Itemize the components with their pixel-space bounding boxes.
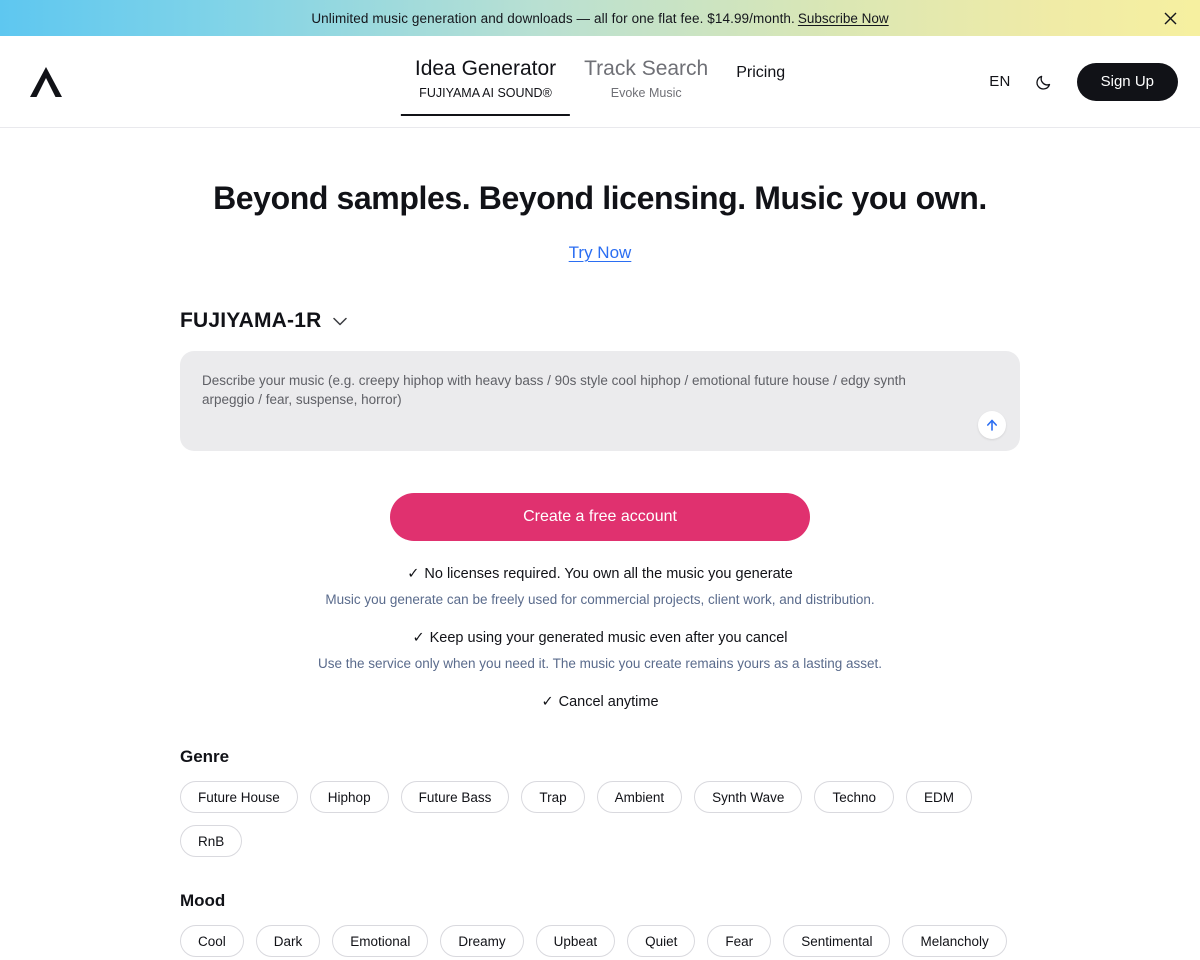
check-icon: ✓ (541, 694, 554, 710)
mood-tag-row (180, 925, 1020, 957)
mood-tag[interactable]: Melancholy (902, 925, 1006, 957)
benefit-item (180, 691, 1020, 713)
genre-tag[interactable]: Trap (521, 781, 584, 813)
genre-tag[interactable]: RnB (180, 825, 242, 857)
nav-title-track-search: Track Search (584, 57, 709, 80)
genre-tag[interactable]: Future House (180, 781, 298, 813)
prompt-input-box[interactable] (180, 351, 1020, 451)
genre-tag[interactable]: Hiphop (310, 781, 389, 813)
moon-icon[interactable] (1033, 71, 1055, 93)
genre-tag[interactable]: Techno (814, 781, 894, 813)
nav-sub-track-search: Evoke Music (610, 86, 682, 100)
model-name: FUJIYAMA-1R (180, 309, 322, 332)
genre-title: Genre (180, 747, 230, 766)
mood-tag[interactable]: Quiet (627, 925, 695, 957)
mood-section (180, 891, 1020, 957)
check-icon: ✓ (407, 566, 420, 582)
mood-tag[interactable]: Sentimental (783, 925, 890, 957)
benefit-heading (180, 691, 1020, 713)
genre-tag[interactable]: Future Bass (401, 781, 510, 813)
benefit-heading (180, 563, 1020, 585)
benefit-description: Use the service only when you need it. The music you create remains yours as a lasting asset. (317, 656, 883, 671)
site-header (0, 36, 1200, 128)
cta-wrapper (180, 493, 1020, 541)
mood-tag[interactable]: Upbeat (536, 925, 616, 957)
close-icon[interactable] (1160, 8, 1180, 28)
benefit-heading-text: No licenses required. You own all the music you generate (424, 566, 793, 582)
nav-sub-idea-generator: FUJIYAMA AI SOUND® (419, 86, 552, 100)
nav-title-idea-generator: Idea Generator (414, 57, 557, 80)
sign-up-button[interactable]: Sign Up (1077, 63, 1178, 101)
language-selector[interactable]: EN (989, 73, 1011, 90)
promo-text: Unlimited music generation and downloads — all for one flat fee. $14.99/month. (311, 10, 795, 26)
mood-tag[interactable]: Cool (180, 925, 244, 957)
benefits-list (180, 563, 1020, 713)
main-nav (401, 56, 799, 116)
benefit-heading-text: Cancel anytime (558, 694, 659, 710)
evoke-music-logo[interactable] (26, 62, 66, 102)
prompt-placeholder: Describe your music (e.g. creepy hiphop with heavy bass / 90s style cool hiphop / emotional future house / edgy synth arpeggio / fear, suspense, horror) (202, 373, 906, 407)
genre-tag[interactable]: Synth Wave (694, 781, 802, 813)
mood-tag[interactable]: Dark (256, 925, 321, 957)
benefit-heading (180, 627, 1020, 649)
mood-tag[interactable]: Emotional (332, 925, 428, 957)
create-free-account-button[interactable]: Create a free account (390, 493, 810, 541)
hero-section (0, 180, 1200, 263)
mood-title: Mood (180, 891, 226, 910)
genre-tag[interactable]: EDM (906, 781, 972, 813)
mood-tag[interactable]: Fear (707, 925, 771, 957)
genre-tag-row (180, 781, 1020, 857)
chevron-down-icon[interactable] (333, 317, 347, 326)
nav-item-track-search[interactable] (570, 56, 722, 114)
genre-section (180, 747, 1020, 857)
arrow-up-icon[interactable] (978, 411, 1006, 439)
model-selector[interactable] (180, 309, 1020, 333)
genre-tag[interactable]: Ambient (597, 781, 683, 813)
subscribe-now-link[interactable]: Subscribe Now (797, 10, 889, 26)
benefit-item (180, 627, 1020, 675)
nav-item-idea-generator[interactable] (401, 56, 570, 116)
benefit-heading-text: Keep using your generated music even after you cancel (429, 630, 788, 646)
try-now-link[interactable]: Try Now (568, 243, 632, 262)
idea-generator-panel (180, 309, 1020, 957)
check-icon: ✓ (412, 630, 425, 646)
benefit-item (180, 563, 1020, 611)
mood-tag[interactable]: Dreamy (440, 925, 523, 957)
promo-banner (0, 0, 1200, 36)
benefit-description: Music you generate can be freely used for commercial projects, client work, and distribution. (325, 592, 875, 607)
page-title: Beyond samples. Beyond licensing. Music you own. (213, 180, 987, 216)
header-actions (989, 63, 1178, 101)
nav-item-pricing[interactable]: Pricing (736, 64, 786, 81)
